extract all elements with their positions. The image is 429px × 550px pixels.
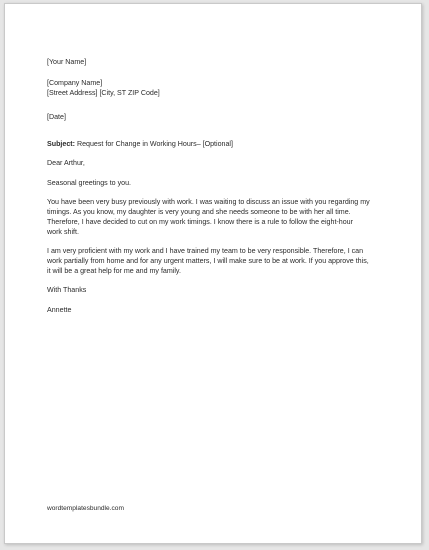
signature-block xyxy=(47,305,392,315)
body-paragraph-2 xyxy=(47,246,392,276)
paragraph-line: You have been very busy previously with work. I was waiting to discuss an issue with you regarding my xyxy=(47,198,370,206)
letter-date: [Date] xyxy=(47,113,66,121)
letter-page xyxy=(4,3,422,544)
greeting: Seasonal greetings to you. xyxy=(47,179,131,187)
greeting-block xyxy=(47,178,392,188)
recipient-address-block xyxy=(47,78,392,98)
company-name: [Company Name] xyxy=(47,79,103,87)
street-address: [Street Address] [City, ST ZIP Code] xyxy=(47,89,160,97)
subject-label: Subject: xyxy=(47,140,75,148)
salutation-block xyxy=(47,158,392,168)
paragraph-line: work partially from home and for any urgent matters, I will make sure to be at work. If you approve this, xyxy=(47,257,369,265)
paragraph-line: it will be a great help for me and my family. xyxy=(47,267,181,275)
subject-text: Request for Change in Working Hours– [Optional] xyxy=(74,140,233,148)
closing-block xyxy=(47,285,392,295)
sender-name-block xyxy=(47,57,392,67)
paragraph-line: work shift. xyxy=(47,228,79,236)
sender-name: [Your Name] xyxy=(47,58,87,66)
paragraph-line: I am very proficient with my work and I have trained my team to be very responsible. Therefore, I can xyxy=(47,247,364,255)
paragraph-line: timings. As you know, my daughter is very young and she needs someone to be with her all time. xyxy=(47,208,351,216)
salutation: Dear Arthur, xyxy=(47,159,85,167)
date-block xyxy=(47,112,392,122)
signature-name: Annette xyxy=(47,306,72,314)
paragraph-line: Therefore, I have decided to cut on my work timings. I know there is a rule to follow the eight-hour xyxy=(47,218,353,226)
closing: With Thanks xyxy=(47,286,87,294)
body-paragraph-1 xyxy=(47,197,392,237)
subject-line xyxy=(47,139,392,149)
footer-website: wordtemplatesbundle.com xyxy=(47,505,124,512)
